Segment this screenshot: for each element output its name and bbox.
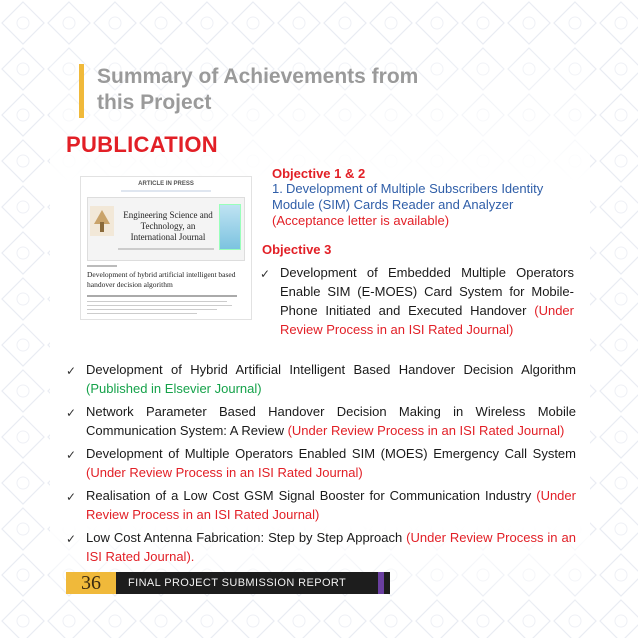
publication-status: (Under Review Process in an ISI Rated Journal) [86,488,576,522]
heading-line-1: Summary of Achievements from [97,65,419,88]
check-icon: ✓ [260,267,271,281]
heading-accent-bar [79,64,84,118]
objective-1-2-title: Objective 1 & 2 [272,166,366,181]
thumbnail-paper-title: Development of hybrid artificial intelligent based handover decision algorithm [87,270,236,289]
thumbnail-journal-title: Engineering Science and Technology, an International Journal [123,210,213,242]
page-footer [66,572,382,594]
article-thumbnail [80,176,252,320]
heading-line-2: this Project [97,91,212,114]
objective-3-status: (Under Review Process in an ISI Rated Journal) [280,303,574,337]
footer-accent [378,572,384,594]
objective-3-item [262,263,574,339]
check-icon: ✓ [66,448,77,462]
footer-label: FINAL PROJECT SUBMISSION REPORT [116,572,390,594]
journal-cover-icon [219,204,241,250]
page-heading [97,64,517,116]
list-item [64,486,576,524]
publication-status: (Under Review Process in an ISI Rated Journal). [86,530,576,564]
publication-text: Development of Hybrid Artificial Intelligent Based Handover Decision Algorithm [86,362,576,377]
publication-text: Development of Multiple Operators Enabled SIM (MOES) Emergency Call System [86,446,576,461]
thumbnail-header: ARTICLE IN PRESS [138,181,194,187]
publication-text: Realisation of a Low Cost GSM Signal Booster for Communication Industry [86,488,532,503]
objective-1-2-status: (Acceptance letter is available) [272,213,450,228]
publication-status: (Under Review Process in an ISI Rated Journal) [86,465,363,480]
list-item [64,444,576,482]
objective-3-title: Objective 3 [262,242,332,257]
page-number: 36 [66,572,116,594]
publication-status: (Published in Elsevier Journal) [86,381,262,396]
publication-list [64,360,576,570]
objective-1-2-text: Development of Multiple Subscribers Identity Module (SIM) Cards Reader and Analyzer [272,181,544,212]
objective-1-2-number: 1. [272,181,283,196]
list-item [64,402,576,440]
list-item [64,528,576,566]
objective-3-text: Development of Embedded Multiple Operators Enable SIM (E-MOES) Card System for Mobile-Phone Initiated and Executed Handover [280,265,574,318]
publication-status: (Under Review Process in an ISI Rated Journal) [287,423,565,438]
check-icon: ✓ [66,364,77,378]
list-item [64,360,576,398]
thumbnail-journal-box [87,197,245,261]
check-icon: ✓ [66,406,77,420]
objective-1-2-item [272,181,572,229]
check-icon: ✓ [66,490,77,504]
publication-text: Low Cost Antenna Fabrication: Step by Step Approach [86,530,403,545]
publication-text: Network Parameter Based Handover Decision Making in Wireless Mobile Communication System: A Review [86,404,576,438]
check-icon: ✓ [66,532,77,546]
section-title: PUBLICATION [66,132,218,157]
elsevier-logo-icon [90,206,114,236]
